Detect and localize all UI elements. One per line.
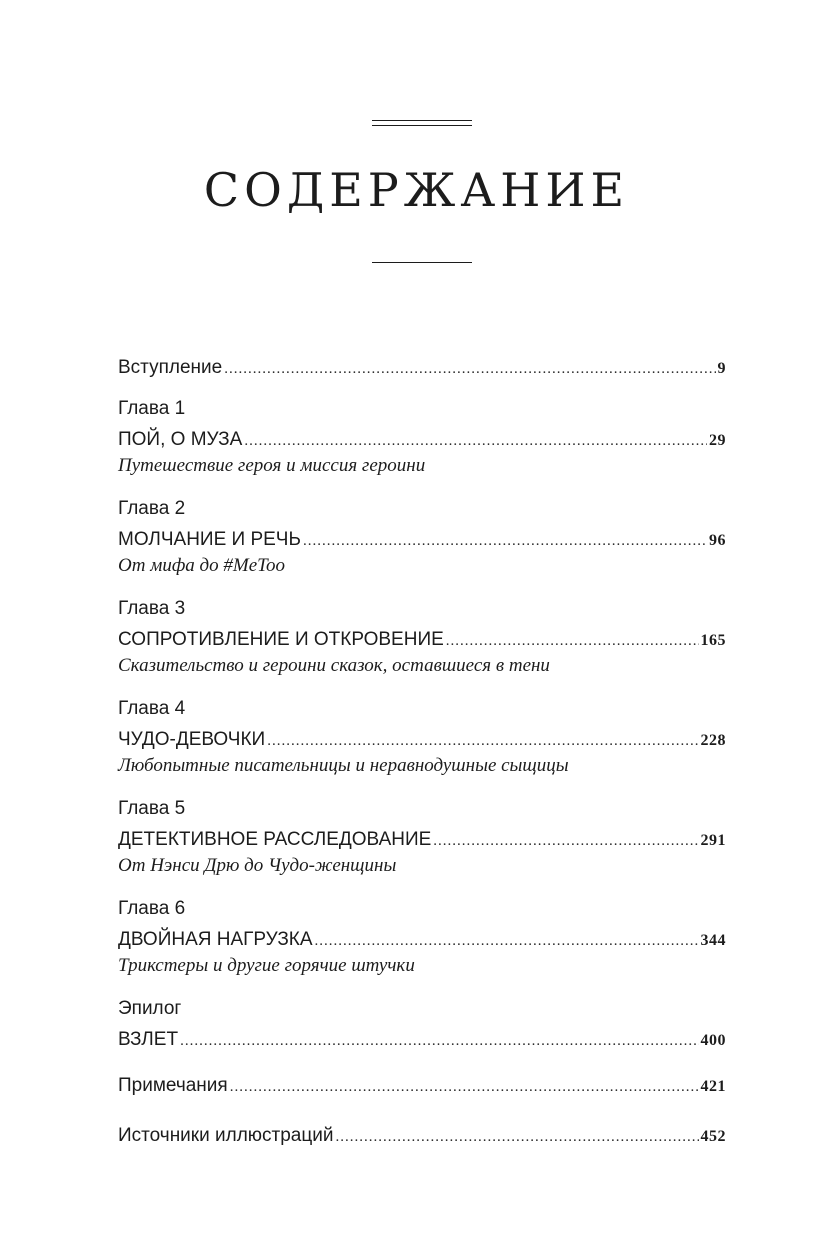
leader-dots bbox=[303, 527, 707, 555]
toc-entry-title: Источники иллюстраций bbox=[118, 1125, 334, 1146]
toc-entry-title: ДЕТЕКТИВНОЕ РАССЛЕДОВАНИЕ bbox=[118, 829, 432, 850]
toc-entry-chapter-1[interactable] bbox=[118, 426, 726, 454]
leader-dots bbox=[336, 1123, 699, 1151]
toc-page-number: 228 bbox=[700, 732, 726, 749]
toc-entry-chapter-2[interactable] bbox=[118, 526, 726, 554]
chapter-subtitle: Путешествие героя и миссия героини bbox=[118, 455, 426, 476]
leader-dots bbox=[230, 1073, 699, 1101]
chapter-label: Глава 1 bbox=[118, 398, 186, 419]
toc-page-number: 96 bbox=[709, 532, 726, 549]
toc-page-number: 165 bbox=[700, 632, 726, 649]
chapter-subtitle: От мифа до #MeToo bbox=[118, 555, 286, 576]
chapter-label: Глава 3 bbox=[118, 598, 186, 619]
epilogue-label: Эпилог bbox=[118, 998, 182, 1019]
bottom-ornament-rule bbox=[372, 262, 472, 263]
leader-dots bbox=[433, 827, 698, 855]
leader-dots bbox=[446, 627, 699, 655]
chapter-label: Глава 6 bbox=[118, 898, 186, 919]
chapter-label: Глава 2 bbox=[118, 498, 186, 519]
toc-entry-chapter-4[interactable] bbox=[118, 726, 726, 754]
toc-entry-epilogue[interactable] bbox=[118, 1026, 726, 1054]
top-ornament-rule-2 bbox=[372, 125, 472, 126]
toc-entry-title: ДВОЙНАЯ НАГРУЗКА bbox=[118, 929, 313, 950]
top-ornament-rule-1 bbox=[372, 120, 472, 121]
toc-page-number: 452 bbox=[700, 1128, 726, 1145]
leader-dots bbox=[244, 427, 707, 455]
toc-page-number: 29 bbox=[709, 432, 726, 449]
chapter-subtitle: Любопытные писательницы и неравнодушные сыщицы bbox=[118, 755, 569, 776]
toc-page-number: 421 bbox=[700, 1078, 726, 1095]
toc-entry-illustrations[interactable] bbox=[118, 1122, 726, 1150]
toc-entry-title: Примечания bbox=[118, 1075, 228, 1096]
chapter-label: Глава 5 bbox=[118, 798, 186, 819]
toc-entry-title: Вступление bbox=[118, 357, 223, 378]
toc-entry-title: МОЛЧАНИЕ И РЕЧЬ bbox=[118, 529, 301, 550]
leader-dots bbox=[180, 1027, 698, 1055]
toc-page-number: 400 bbox=[700, 1032, 726, 1049]
chapter-subtitle: Трикстеры и другие горячие штучки bbox=[118, 955, 415, 976]
chapter-subtitle: От Нэнси Дрю до Чудо-женщины bbox=[118, 855, 397, 876]
toc-entry-chapter-6[interactable] bbox=[118, 926, 726, 954]
toc-entry-title: ПОЙ, О МУЗА bbox=[118, 429, 243, 450]
toc-page-number: 9 bbox=[717, 360, 726, 377]
toc-page-number: 291 bbox=[700, 832, 726, 849]
leader-dots bbox=[224, 355, 715, 383]
toc-entry-title: ВЗЛЕТ bbox=[118, 1029, 179, 1050]
page-title: СОДЕРЖАНИЕ bbox=[203, 163, 630, 217]
toc-entry-title: ЧУДО-ДЕВОЧКИ bbox=[118, 729, 266, 750]
chapter-subtitle: Сказительство и героини сказок, оставшиеся в тени bbox=[118, 655, 550, 676]
toc-entry-title: СОПРОТИВЛЕНИЕ И ОТКРОВЕНИЕ bbox=[118, 629, 444, 650]
leader-dots bbox=[315, 927, 699, 955]
toc-entry-chapter-3[interactable] bbox=[118, 626, 726, 654]
leader-dots bbox=[267, 727, 698, 755]
chapter-label: Глава 4 bbox=[118, 698, 186, 719]
toc-entry-notes[interactable] bbox=[118, 1072, 726, 1100]
toc-entry-intro[interactable] bbox=[118, 354, 726, 382]
toc-page-number: 344 bbox=[700, 932, 726, 949]
toc-entry-chapter-5[interactable] bbox=[118, 826, 726, 854]
